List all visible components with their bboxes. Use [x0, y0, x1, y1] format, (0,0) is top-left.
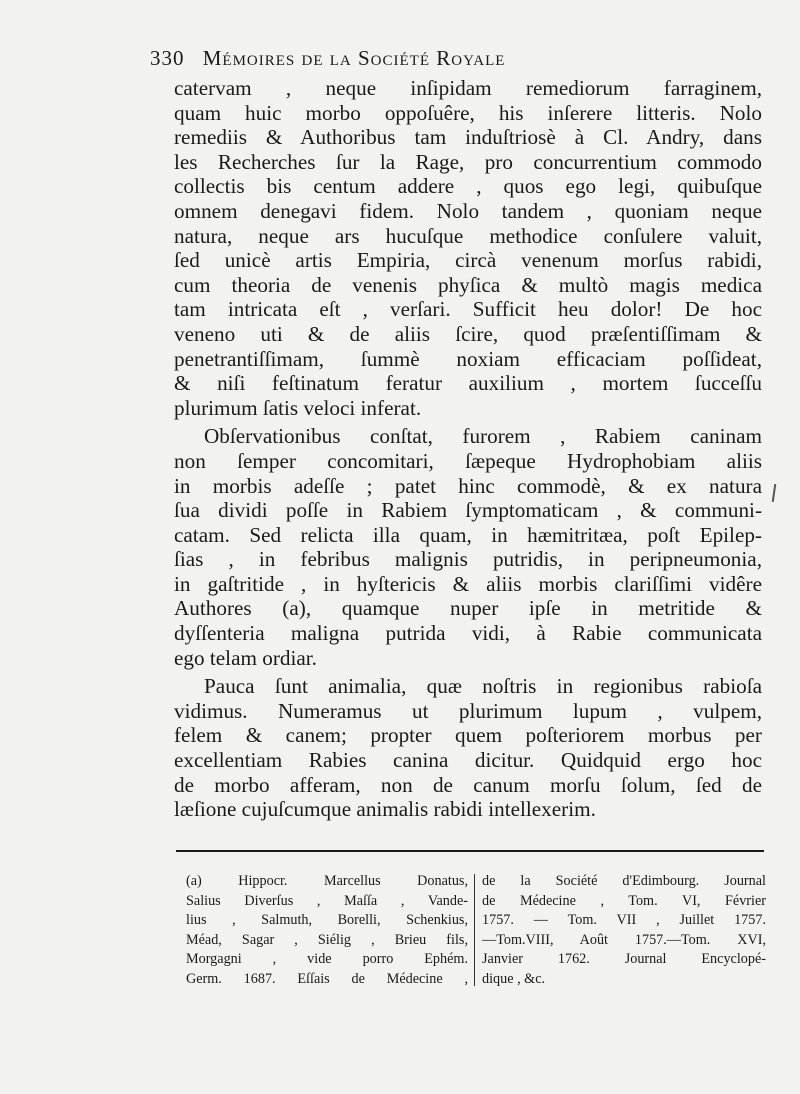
body-line: dyſſenteria maligna putrida vidi, à Rabie communicata — [174, 621, 762, 646]
body-line: plurimum ſatis veloci inferat. — [174, 395, 422, 420]
body-line: ſias , in febribus malignis putridis, in peripneumonia, — [174, 547, 762, 572]
body-line: veneno uti & de aliis ſcire, quod præſentiſſimam & — [174, 321, 762, 346]
footnote-line: (a) Hippocr. Marcellus Donatus, — [186, 873, 468, 889]
body-line: remediis & Authoribus tam induſtriosè à Cl. Andry, dans — [174, 125, 762, 150]
footnote-line: Morgagni , vide porro Ephém. — [186, 951, 468, 968]
footnote-rule — [176, 850, 764, 852]
body-line: catam. Sed relicta illa quam, in hæmitritæa, poſt Epilep- — [174, 522, 762, 547]
footnote-line: de la Société d'Edimbourg. Journal — [482, 873, 766, 889]
footnote-column-left — [186, 872, 468, 990]
footnote-line: Méad, Sagar , Siélig , Brieu fils, — [186, 931, 468, 948]
body-line: collectis bis centum addere , quos ego legi, quibuſque — [174, 174, 762, 199]
body-line: natura, neque ars hucuſque methodice conſulere valuit, — [174, 223, 762, 248]
footnote-line: 1757. — Tom. VII , Juillet 1757. — [482, 912, 766, 929]
footnote-column-right — [482, 872, 766, 990]
footnote-line: Germ. 1687. Eſſais de Médecine , — [186, 970, 468, 987]
footnote-line: Janvier 1762. Journal Encyclopé- — [482, 951, 766, 968]
footnote-divider — [474, 874, 475, 986]
footnote-line: Salius Diverſus , Maſſa , Vande- — [186, 892, 468, 909]
body-line: tam intricata eſt , verſari. Sufficit heu dolor! De hoc — [174, 297, 762, 322]
body-line: les Recherches ſur la Rage, pro concurrentium commodo — [174, 149, 762, 174]
body-line: quam huic morbo oppoſuêre, his inſerere litteris. Nolo — [174, 100, 762, 125]
body-line: læſione cujuſcumque animalis rabidi intellexerim. — [174, 797, 596, 822]
running-title: Mémoires de la Société Royale — [202, 46, 506, 70]
body-line: felem & canem; propter quem poſteriorem morbus per — [174, 723, 762, 748]
body-line: ſua dividi poſſe in Rabiem ſymptomaticam , & communi- — [174, 498, 762, 523]
body-line: excellentiam Rabies canina dicitur. Quidquid ergo hoc — [174, 748, 762, 773]
footnote-line: de Médecine , Tom. VI, Février — [482, 892, 766, 909]
body-line: non ſemper concomitari, ſæpeque Hydrophobiam aliis — [174, 448, 762, 473]
footnote-line: dique , &c. — [482, 970, 546, 987]
body-text — [174, 76, 762, 822]
footnote-line: lius , Salmuth, Borelli, Schenkius, — [186, 912, 468, 929]
body-line: omnem denegavi fidem. Nolo tandem , quoniam neque — [174, 198, 762, 223]
body-line: & niſi feſtinatum feratur auxilium , mortem ſucceſſu — [174, 371, 762, 396]
body-line: vidimus. Numeramus ut plurimum lupum , vulpem, — [174, 698, 762, 723]
running-header — [150, 46, 710, 71]
body-line: ego telam ordiar. — [174, 645, 317, 670]
body-line: Obſervationibus conſtat, furorem , Rabiem caninam — [204, 424, 762, 449]
body-line: catervam , neque inſipidam remediorum farraginem, — [174, 76, 762, 100]
body-line: in gaſtritide , in hyſtericis & aliis morbis clariſſimi vidêre — [174, 571, 762, 596]
page-number: 330 — [150, 46, 185, 70]
footnote-line: —Tom.VIII, Août 1757.—Tom. XVI, — [482, 931, 766, 948]
body-line: penetrantiſſimam, ſummè noxiam efficaciam poſſideat, — [174, 346, 762, 371]
margin-mark — [772, 484, 776, 502]
body-line: de morbo afferam, non de canum morſu ſolum, ſed de — [174, 772, 762, 797]
body-line: ſed unicè artis Empiria, circà venenum morſus rabidi, — [174, 248, 762, 273]
body-line: Pauca ſunt animalia, quæ noſtris in regionibus rabioſa — [204, 674, 762, 699]
body-line: cum theoria de venenis phyſica & multò magis medica — [174, 272, 762, 297]
body-line: Authores (a), quamque nuper ipſe in metritide & — [174, 596, 762, 621]
body-line: in morbis adeſſe ; patet hinc commodè, & ex natura — [174, 473, 762, 498]
